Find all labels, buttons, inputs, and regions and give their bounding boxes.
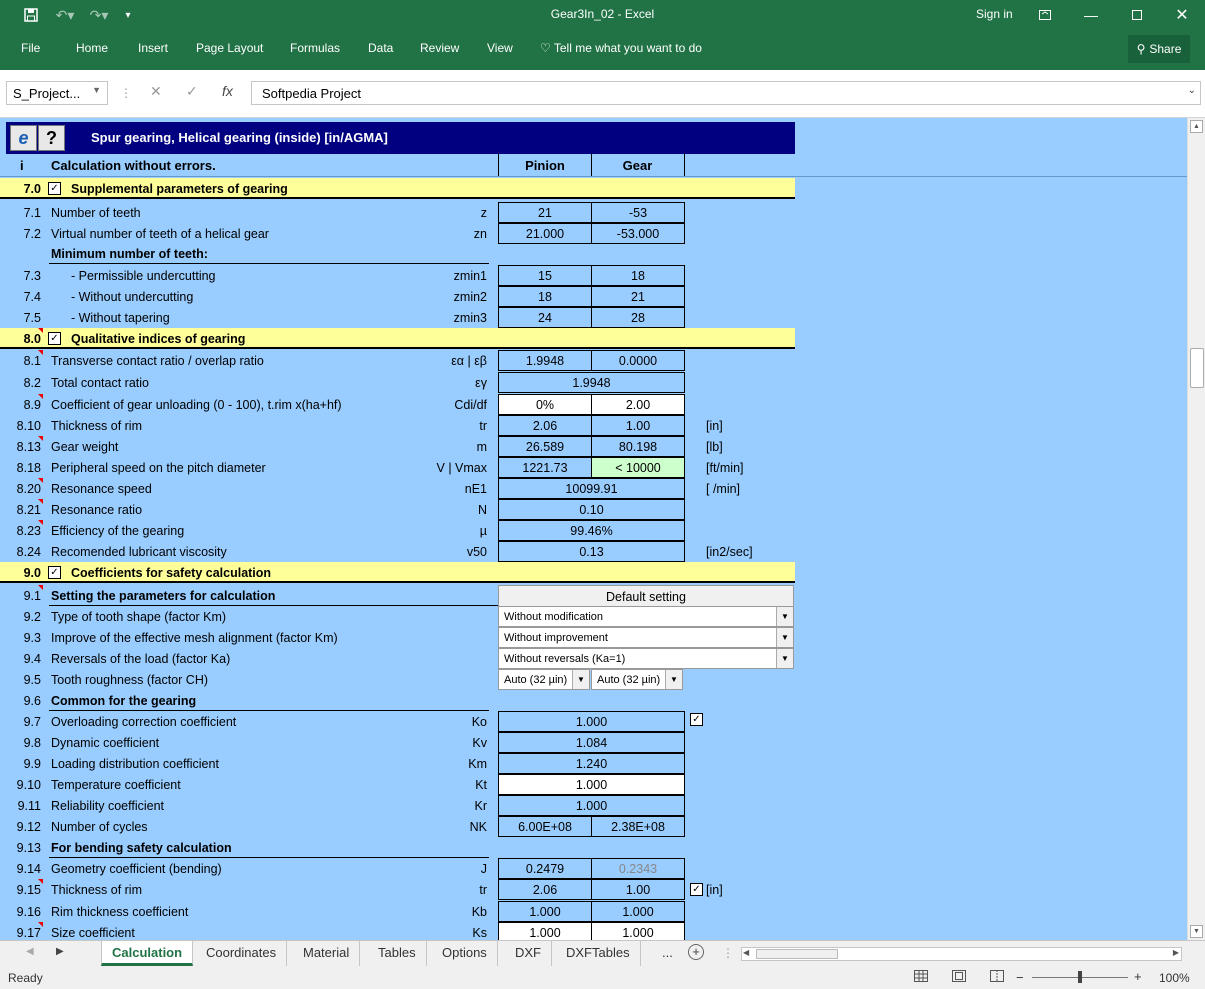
calc-status: Calculation without errors. — [51, 157, 216, 173]
row-label: Temperature coefficient — [51, 778, 181, 792]
row-label: Number of teeth — [51, 206, 141, 220]
row-label: Efficiency of the gearing — [51, 524, 185, 538]
row-label: Resonance ratio — [51, 503, 143, 517]
dropdown-arrow-icon[interactable]: ▼ — [776, 607, 793, 626]
tab-formulas[interactable]: Formulas — [290, 41, 341, 55]
row-number: 8.23 — [16, 524, 41, 538]
row-8-21 — [0, 499, 1187, 520]
row-symbol: zmin3 — [453, 311, 487, 325]
pinion-value[interactable]: 1221.73 — [498, 457, 592, 478]
rim-thickness-checkbox[interactable]: ✓ — [690, 883, 703, 896]
sheet-tab-material[interactable]: Material — [293, 941, 360, 966]
row-label: Rim thickness coefficient — [51, 905, 189, 919]
person-icon: ⚲ — [1136, 42, 1146, 56]
dropdown-arrow-icon[interactable]: ▼ — [572, 670, 589, 689]
section-checkbox[interactable]: ✓ — [48, 566, 61, 579]
tab-page-layout[interactable]: Page Layout — [196, 41, 264, 55]
row-number: 8.24 — [16, 545, 41, 559]
zoom-slider-handle[interactable] — [1078, 971, 1082, 983]
section-8 — [0, 328, 795, 349]
merged-value[interactable]: 1.240 — [498, 753, 685, 774]
row-symbol: Kb — [471, 905, 487, 919]
horizontal-scrollbar[interactable] — [741, 947, 1182, 961]
name-box[interactable] — [6, 81, 108, 105]
row-symbol: Ks — [472, 926, 487, 940]
row-label: Thickness of rim — [51, 883, 142, 897]
row-number: 9.9 — [23, 757, 41, 771]
sheet-tab-calculation[interactable]: Calculation — [101, 941, 193, 966]
tooth-shape-select[interactable] — [498, 606, 794, 627]
row-8-13 — [0, 436, 1187, 457]
gear-value[interactable]: 1.000 — [591, 901, 685, 922]
row-number: 9.17 — [16, 926, 41, 940]
tell-me-search[interactable] — [540, 41, 702, 55]
row-9-4 — [0, 648, 1187, 669]
row-label: Overloading correction coefficient — [51, 715, 237, 729]
row-symbol: zmin1 — [453, 269, 487, 283]
internet-explorer-icon[interactable]: e — [10, 125, 37, 151]
row-min-teeth — [0, 243, 1187, 264]
row-9-10 — [0, 774, 1187, 795]
row-9-6 — [0, 690, 1187, 711]
ready-status: Ready — [8, 971, 43, 985]
merged-value[interactable]: 10099.91 — [498, 478, 685, 499]
window-title: Gear3In_02 - Excel — [550, 7, 655, 21]
row-symbol: tr — [479, 883, 487, 897]
row-8-1 — [0, 350, 1187, 371]
merged-value[interactable]: 1.084 — [498, 732, 685, 753]
section-7 — [0, 178, 795, 199]
row-number: 8.20 — [16, 482, 41, 496]
pinion-value[interactable]: 1.000 — [498, 901, 592, 922]
section-9 — [0, 562, 795, 583]
chevron-down-icon[interactable]: ▼ — [92, 85, 101, 95]
row-label: Reversals of the load (factor Ka) — [51, 652, 231, 666]
section-checkbox[interactable]: ✓ — [48, 332, 61, 345]
vertical-scrollbar[interactable] — [1187, 118, 1205, 940]
row-label: - Without undercutting — [71, 290, 194, 304]
pinion-value[interactable]: 0.2479 — [498, 858, 592, 879]
row-symbol: nE1 — [464, 482, 487, 496]
tab-review[interactable]: Review — [420, 41, 460, 55]
row-7-4 — [0, 286, 1187, 307]
tab-splitter-icon[interactable]: ⋮ — [722, 946, 734, 960]
pinion-value[interactable]: 21 — [498, 202, 592, 223]
row-8-18 — [0, 457, 1187, 478]
zoom-in-icon[interactable]: + — [1134, 969, 1142, 984]
row-number: 8.2 — [23, 376, 41, 390]
cancel-icon[interactable]: ✕ — [150, 83, 162, 99]
row-7-2 — [0, 223, 1187, 244]
pinion-value[interactable]: 24 — [498, 307, 592, 328]
scroll-tabs-right-icon[interactable]: ▶ — [56, 946, 64, 957]
section-number: 9.0 — [23, 566, 41, 580]
pinion-value[interactable]: 18 — [498, 286, 592, 307]
gear-value[interactable]: 1.00 — [591, 879, 685, 900]
row-symbol: v50 — [466, 545, 487, 559]
scroll-thumb[interactable] — [1190, 348, 1204, 388]
title-bar — [0, 0, 1205, 30]
row-symbol: tr — [479, 419, 487, 433]
formula-bar-grip-icon: ⋮ — [120, 86, 132, 100]
undo-icon[interactable]: ↶▾ — [55, 6, 75, 23]
row-label: Gear weight — [51, 440, 119, 454]
tab-home[interactable]: Home — [76, 41, 109, 55]
row-8-20 — [0, 478, 1187, 499]
merged-input[interactable]: 1.000 — [498, 774, 685, 795]
share-label: Share — [1149, 42, 1182, 56]
zoom-level[interactable]: 100% — [1159, 971, 1190, 985]
row-number: 8.21 — [16, 503, 41, 517]
subheading: Minimum number of teeth: — [51, 247, 208, 261]
row-number: 9.13 — [16, 841, 41, 855]
gear-value[interactable]: 80.198 — [591, 436, 685, 457]
row-number: 9.1 — [23, 589, 41, 603]
row-9-12 — [0, 816, 1187, 837]
scroll-left-icon[interactable]: ◀ — [743, 948, 750, 957]
row-symbol: N — [477, 503, 487, 517]
row-8-9 — [0, 394, 1187, 415]
row-7-5 — [0, 307, 1187, 328]
ribbon — [0, 30, 1205, 70]
row-number: 9.2 — [23, 610, 41, 624]
tab-data[interactable]: Data — [368, 41, 394, 55]
tab-view[interactable]: View — [487, 41, 513, 55]
sheet-tab-dxftables[interactable]: DXFTables — [556, 941, 641, 966]
row-number: 9.4 — [23, 652, 41, 666]
select-value: Auto (32 µin) — [597, 674, 661, 686]
row-symbol: Cdi/df — [454, 398, 487, 412]
merged-value[interactable]: 1.9948 — [498, 372, 685, 393]
merged-value[interactable]: 0.10 — [498, 499, 685, 520]
row-symbol: z — [480, 206, 487, 220]
row-number: 9.8 — [23, 736, 41, 750]
insert-function-icon[interactable]: fx — [222, 83, 233, 99]
pinion-value[interactable]: 1.9948 — [498, 350, 592, 371]
calc-header — [6, 122, 795, 154]
col-i-header: i — [20, 157, 24, 173]
row-label: - Without tapering — [71, 311, 170, 325]
row-symbol: εα | εβ — [451, 354, 487, 368]
h-scroll-thumb[interactable] — [756, 949, 838, 959]
row-9-2 — [0, 606, 1187, 627]
select-value: Without improvement — [504, 632, 608, 644]
row-label: Thickness of rim — [51, 419, 142, 433]
row-number: 9.7 — [23, 715, 41, 729]
row-symbol: zn — [473, 227, 487, 241]
row-symbol: Km — [468, 757, 487, 771]
pinion-header: Pinion — [498, 154, 592, 176]
section-checkbox[interactable]: ✓ — [48, 182, 61, 195]
row-7-3 — [0, 265, 1187, 286]
scroll-right-icon[interactable]: ▶ — [1172, 948, 1179, 957]
scroll-down-icon[interactable]: ▼ — [1190, 925, 1203, 938]
select-value: Without reversals (Ka=1) — [504, 653, 626, 665]
add-sheet-icon[interactable]: + — [688, 944, 704, 960]
row-label: Geometry coefficient (bending) — [51, 862, 222, 876]
row-symbol: Kv — [472, 736, 487, 750]
normal-view-icon[interactable] — [914, 970, 928, 985]
row-number: 8.18 — [16, 461, 41, 475]
worksheet[interactable] — [0, 118, 1187, 940]
row-label: Recomended lubricant viscosity — [51, 545, 227, 559]
gear-input[interactable]: 2.00 — [591, 394, 685, 415]
help-icon[interactable]: ? — [38, 125, 65, 151]
row-label: Loading distribution coefficient — [51, 757, 219, 771]
section-number: 8.0 — [23, 332, 41, 346]
gear-value[interactable]: -53.000 — [591, 223, 685, 244]
row-9-15 — [0, 879, 1187, 900]
tab-file[interactable]: File — [21, 41, 41, 55]
row-label: Resonance speed — [51, 482, 152, 496]
gear-value[interactable]: 18 — [591, 265, 685, 286]
row-9-17 — [0, 922, 1187, 940]
gear-input[interactable]: 1.000 — [591, 922, 685, 940]
tell-me-label: Tell me what you want to do — [553, 41, 702, 55]
enter-icon[interactable]: ✓ — [186, 83, 198, 99]
gear-value[interactable]: 0.0000 — [591, 350, 685, 371]
row-label: Peripheral speed on the pitch diameter — [51, 461, 266, 475]
redo-icon[interactable]: ↷▾ — [89, 6, 109, 23]
row-number: 9.15 — [16, 883, 41, 897]
gear-value[interactable]: 2.38E+08 — [591, 816, 685, 837]
row-label: - Permissible undercutting — [71, 269, 216, 283]
row-number: 8.10 — [16, 419, 41, 433]
calc-title: Spur gearing, Helical gearing (inside) [in/AGMA] — [91, 130, 388, 145]
row-unit: [in] — [706, 419, 723, 433]
merged-value[interactable]: 1.000 — [498, 795, 685, 816]
row-number: 9.10 — [16, 778, 41, 792]
expand-formula-icon[interactable]: ⌄ — [1187, 85, 1196, 96]
gear-value[interactable]: -53 — [591, 202, 685, 223]
share-button[interactable] — [1128, 35, 1190, 63]
subheading: For bending safety calculation — [51, 841, 232, 855]
dropdown-arrow-icon[interactable]: ▼ — [776, 649, 793, 668]
dropdown-arrow-icon[interactable]: ▼ — [776, 628, 793, 647]
mesh-alignment-select[interactable] — [498, 627, 794, 648]
customize-quick-access-icon[interactable]: ▾ — [125, 9, 131, 21]
subheading: Setting the parameters for calculation — [51, 589, 276, 603]
pinion-input[interactable]: 1.000 — [498, 922, 592, 940]
row-label: Improve of the effective mesh alignment (factor Km) — [51, 631, 338, 645]
row-unit: [ /min] — [706, 482, 741, 496]
page-layout-icon[interactable] — [952, 970, 966, 985]
row-9-7 — [0, 711, 1187, 732]
name-box-value: S_Project... — [13, 86, 81, 101]
row-number: 9.11 — [17, 799, 41, 813]
gear-roughness-select[interactable] — [591, 669, 683, 690]
status-bar — [0, 967, 1205, 989]
row-label: Size coefficient — [51, 926, 135, 940]
row-9-5 — [0, 669, 1187, 690]
row-label: Total contact ratio — [51, 376, 149, 390]
row-8-23 — [0, 520, 1187, 541]
row-label: Transverse contact ratio / overlap ratio — [51, 354, 264, 368]
row-label: Coefficient of gear unloading (0 - 100), t.rim x(ha+hf) — [51, 398, 342, 412]
row-number: 9.3 — [23, 631, 41, 645]
row-9-13 — [0, 837, 1187, 858]
gear-value[interactable]: 1.00 — [591, 415, 685, 436]
ribbon-display-options-icon[interactable] — [1022, 0, 1068, 30]
row-symbol: Ko — [471, 715, 487, 729]
row-label: Virtual number of teeth of a helical gear — [51, 227, 269, 241]
row-label: Dynamic coefficient — [51, 736, 160, 750]
row-number: 8.1 — [23, 354, 41, 368]
page-break-preview-icon[interactable] — [990, 970, 1004, 985]
sheet-tab-coordinates[interactable]: Coordinates — [196, 941, 287, 966]
pinion-value[interactable]: 21.000 — [498, 223, 592, 244]
minimize-icon[interactable]: — — [1084, 7, 1098, 23]
load-reversals-select[interactable] — [498, 648, 794, 669]
row-number: 9.12 — [16, 820, 41, 834]
sheet-tab-options[interactable]: Options — [432, 941, 498, 966]
row-8-2 — [0, 372, 1187, 393]
pinion-value[interactable]: 6.00E+08 — [498, 816, 592, 837]
pinion-value[interactable]: 2.06 — [498, 879, 592, 900]
row-symbol: NK — [469, 820, 487, 834]
default-setting-button[interactable]: Default setting — [498, 585, 794, 607]
gear-header: Gear — [591, 154, 685, 176]
sheet-tab-dxf[interactable]: DXF — [505, 941, 552, 966]
row-9-8 — [0, 732, 1187, 753]
section-number: 7.0 — [23, 182, 41, 196]
row-9-14 — [0, 858, 1187, 879]
row-number: 7.1 — [23, 206, 41, 220]
gear-value[interactable]: < 10000 — [591, 457, 685, 478]
close-icon[interactable]: ✕ — [1175, 7, 1189, 24]
row-symbol: Kt — [475, 778, 487, 792]
row-8-10 — [0, 415, 1187, 436]
merged-value[interactable]: 0.13 — [498, 541, 685, 562]
save-icon[interactable] — [20, 4, 42, 26]
row-label: Type of tooth shape (factor Km) — [51, 610, 227, 624]
row-8-24 — [0, 541, 1187, 562]
row-unit: [in] — [706, 883, 723, 897]
row-number: 9.16 — [16, 905, 41, 919]
row-label: Tooth roughness (factor CH) — [51, 673, 209, 687]
select-value: Auto (32 µin) — [504, 674, 568, 686]
overload-checkbox[interactable]: ✓ — [690, 713, 703, 726]
tab-insert[interactable]: Insert — [138, 41, 169, 55]
section-title: Coefficients for safety calculation — [71, 566, 272, 580]
scroll-tabs-left-icon[interactable]: ◀ — [26, 946, 34, 957]
merged-value[interactable]: 1.000 — [498, 711, 685, 732]
row-symbol: V | Vmax — [436, 461, 487, 475]
formula-input[interactable] — [251, 81, 1201, 105]
pinion-roughness-select[interactable] — [498, 669, 590, 690]
row-number: 7.2 — [23, 227, 41, 241]
gear-value[interactable]: 28 — [591, 307, 685, 328]
row-number: 9.14 — [16, 862, 41, 876]
subheading: Common for the gearing — [51, 694, 197, 708]
row-number: 8.13 — [16, 440, 41, 454]
row-number: 8.9 — [23, 398, 41, 412]
zoom-out-icon[interactable]: − — [1016, 970, 1024, 985]
pinion-value[interactable]: 15 — [498, 265, 592, 286]
row-symbol: J — [480, 862, 487, 876]
row-7-1 — [0, 202, 1187, 223]
row-symbol: Kr — [474, 799, 487, 813]
dropdown-arrow-icon[interactable]: ▼ — [665, 670, 682, 689]
more-tabs-button[interactable]: ... — [662, 945, 673, 960]
row-symbol: µ — [479, 524, 487, 538]
row-unit: [in2/sec] — [706, 545, 753, 559]
pinion-value[interactable]: 26.589 — [498, 436, 592, 457]
formula-content: Softpedia Project — [262, 86, 362, 101]
row-unit: [ft/min] — [706, 461, 744, 475]
select-value: Without modification — [504, 611, 604, 623]
row-number: 9.6 — [23, 694, 41, 708]
maximize-icon[interactable] — [1114, 0, 1160, 30]
row-number: 7.3 — [23, 269, 41, 283]
section-title: Supplemental parameters of gearing — [71, 182, 288, 196]
gear-value[interactable]: 0.2343 — [591, 858, 685, 879]
pinion-value[interactable]: 2.06 — [498, 415, 592, 436]
row-9-1 — [0, 585, 1187, 606]
row-symbol: zmin2 — [453, 290, 487, 304]
row-9-16 — [0, 901, 1187, 922]
sheet-tab-tables[interactable]: Tables — [368, 941, 427, 966]
sign-in-link[interactable]: Sign in — [976, 7, 1013, 21]
row-label: Reliability coefficient — [51, 799, 165, 813]
row-symbol: m — [476, 440, 487, 454]
merged-value[interactable]: 99.46% — [498, 520, 685, 541]
row-9-3 — [0, 627, 1187, 648]
row-unit: [lb] — [706, 440, 723, 454]
row-9-9 — [0, 753, 1187, 774]
row-9-11 — [0, 795, 1187, 816]
gear-value[interactable]: 21 — [591, 286, 685, 307]
row-number: 7.4 — [23, 290, 41, 304]
pinion-input[interactable]: 0% — [498, 394, 592, 415]
row-symbol: εγ — [475, 376, 487, 390]
row-number: 7.5 — [23, 311, 41, 325]
section-title: Qualitative indices of gearing — [71, 332, 246, 346]
row-number: 9.5 — [23, 673, 41, 687]
row-label: Number of cycles — [51, 820, 148, 834]
lightbulb-icon: ♡ — [540, 41, 554, 55]
scroll-up-icon[interactable]: ▲ — [1190, 120, 1203, 133]
